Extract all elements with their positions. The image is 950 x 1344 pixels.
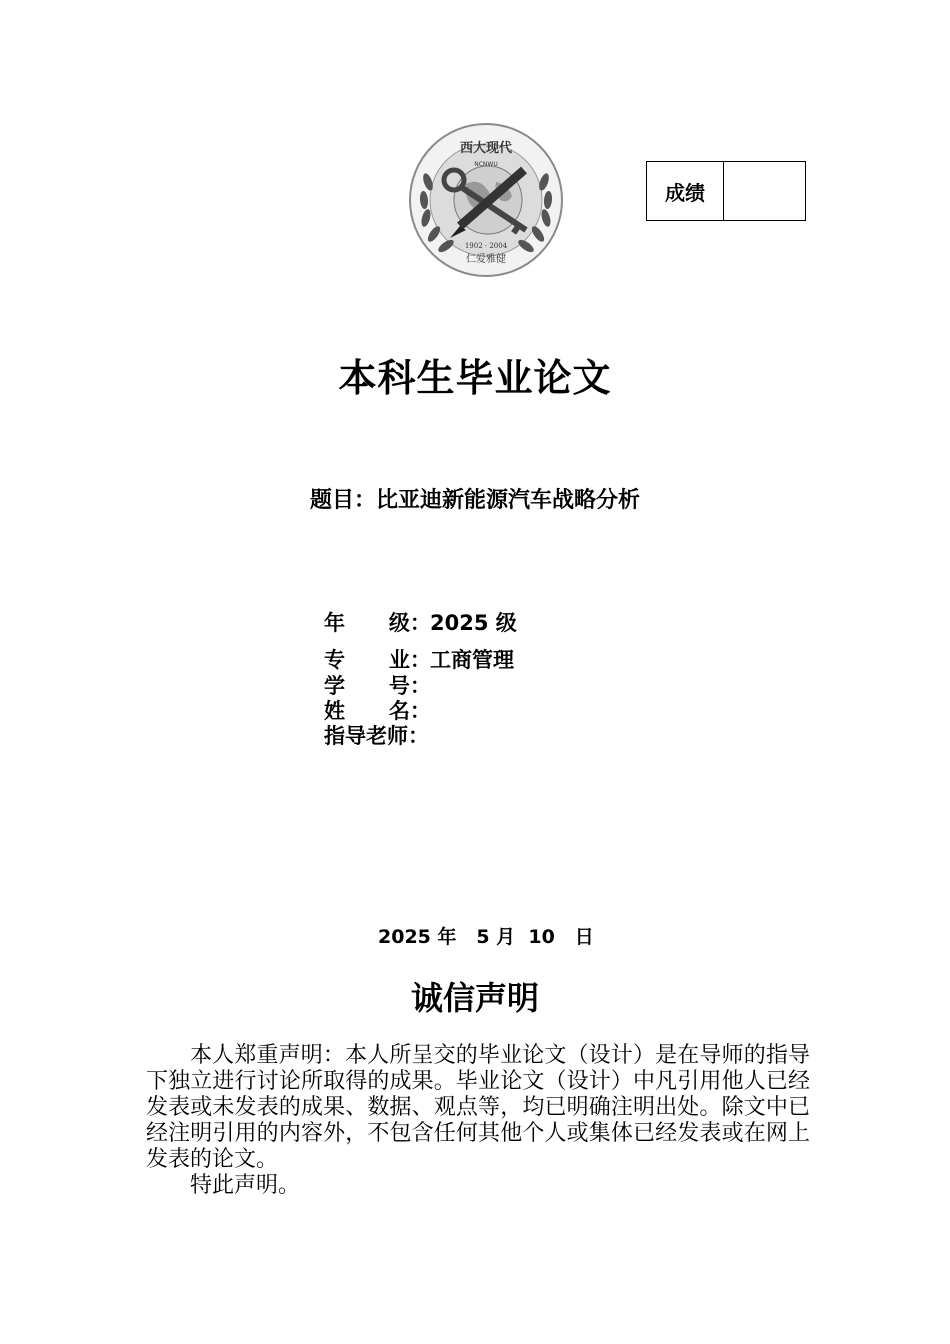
svg-text:1902 · 2004: 1902 · 2004 (464, 242, 508, 250)
score-label: 成绩 (647, 162, 724, 220)
info-label: 专 业： (324, 648, 431, 672)
info-label: 年 级： (324, 611, 431, 635)
info-value: 2025 级 (430, 611, 517, 635)
info-row-name (324, 698, 430, 724)
info-row-student-id (324, 673, 430, 699)
svg-text:西大现代: 西大现代 (459, 141, 513, 156)
info-row-major (324, 647, 514, 673)
info-label: 姓 名： (324, 699, 431, 723)
info-row-grade (324, 610, 517, 636)
declaration-closing: 特此声明。 (190, 1173, 301, 1198)
submission-date: 2025 年 5 月 10 日 (378, 926, 594, 948)
declaration-title: 诚信声明 (410, 979, 539, 1017)
declaration-body (146, 1043, 810, 1199)
declaration-paragraph: 本人郑重声明：本人所呈交的毕业论文（设计）是在导师的指导下独立进行讨论所取得的成果。毕业论文（设计）中凡引用他人已经发表或未发表的成果、数据、观点等，均已明确注明出处。除文中已经注明引用的内容外，不包含任何其他个人或集体已经发表或在网上发表的论文。 (146, 1043, 810, 1172)
thesis-subject: 题目：比亚迪新能源汽车战略分析 (309, 488, 640, 513)
info-label: 指导老师： (324, 724, 429, 748)
thesis-title: 本科生毕业论文 (338, 356, 612, 400)
info-row-advisor (324, 723, 430, 749)
score-value (724, 162, 805, 220)
info-value: 工商管理 (430, 648, 514, 672)
score-box (646, 161, 806, 221)
university-seal-logo (404, 122, 568, 278)
info-label: 学 号： (324, 674, 431, 698)
svg-text:NCNWU: NCNWU (474, 161, 498, 168)
svg-text:仁爱雅健: 仁爱雅健 (466, 254, 506, 265)
